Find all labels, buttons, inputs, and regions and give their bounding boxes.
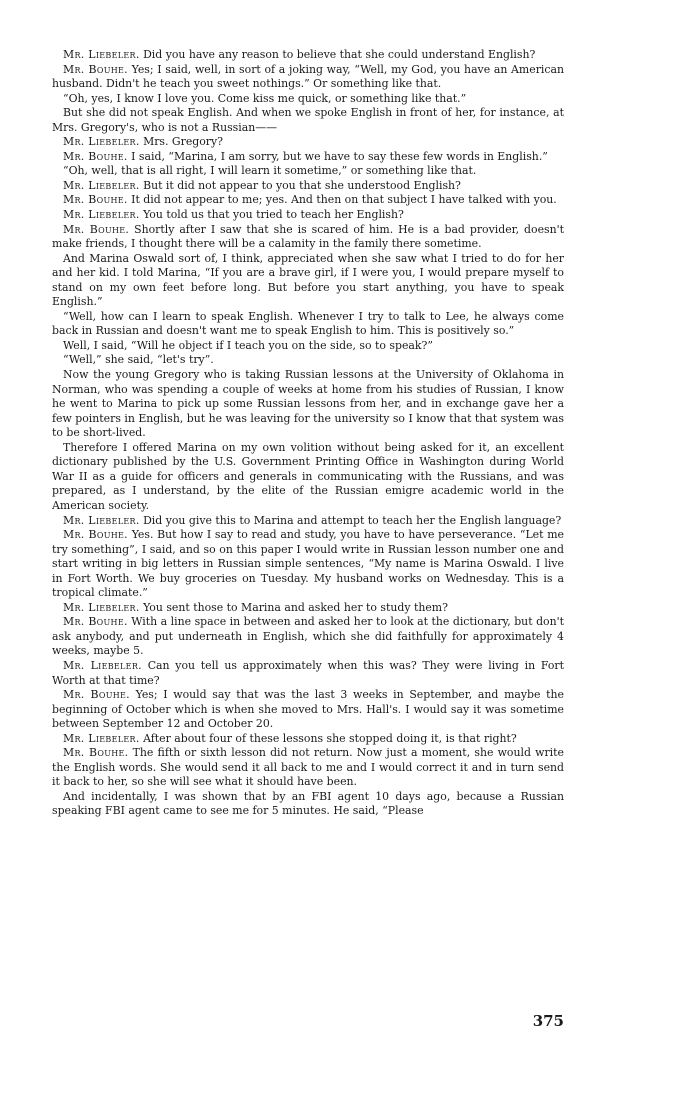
- paragraph-text: Therefore I offered Marina on my own volition without being asked for it, an excellent dictionary published by the U.S. Government Printing Office in Washington during World War II as a guide for officers and generals in communicating with the Russians, and was prepared, as I understand, by the elite of the Russian emigre academic world in the American society.: [52, 440, 564, 512]
- paragraph: [52, 514, 564, 529]
- paragraph: [52, 310, 564, 339]
- paragraph-text: But she did not speak English. And when we spoke English in front of her, for instance, at Mrs. Gregory's, who is not a Russian——: [52, 106, 564, 134]
- paragraph-text: After about four of these lessons she stopped doing it, is that right?: [143, 731, 517, 745]
- speaker-label: Mr. Bouhe.: [63, 193, 128, 207]
- paragraph-text: Mrs. Gregory?: [143, 135, 224, 149]
- paragraph: [52, 106, 564, 135]
- speaker-label: Mr. Liebeler.: [63, 208, 140, 222]
- paragraph-text: “Well, how can I learn to speak English. Whenever I try to talk to Lee, he always come back in Russian and doesn't want me to speak English to him. This is positively so.”: [52, 309, 564, 338]
- paragraph-text: Did you give this to Marina and attempt to teach her the English language?: [143, 513, 562, 527]
- speaker-label: Mr. Bouhe.: [63, 62, 128, 76]
- speaker-label: Mr. Bouhe.: [63, 615, 128, 629]
- paragraph-text: Now the young Gregory who is taking Russian lessons at the University of Oklahoma in Norman, who was spending a couple of weeks at home from his studies of Russian, I know he went to Marina to pick up some Russian lessons from her, and in exchange gave her a few pointers in English, but he was leaving for the university so I know that that system was to be short-lived.: [52, 368, 564, 440]
- speaker-label: Mr. Bouhe.: [63, 746, 129, 760]
- paragraph: [52, 790, 564, 819]
- paragraph-text: And Marina Oswald sort of, I think, appreciated when she saw what I tried to do for her and her kid. I told Marina, “If you are a brave girl, if I were you, I would prepare myself to stand on my own feet before long. But before you start anything, you have to speak English.”: [52, 251, 564, 309]
- speaker-label: Mr. Bouhe.: [63, 222, 130, 236]
- paragraph: [52, 339, 564, 354]
- paragraph-text: You told us that you tried to teach her English?: [143, 208, 404, 222]
- paragraph: [52, 193, 564, 208]
- speaker-label: Mr. Liebeler.: [63, 513, 140, 527]
- paragraph-text: “Well,” she said, “let's try”.: [63, 353, 214, 367]
- paragraph: [52, 63, 564, 92]
- speaker-label: Mr. Liebeler.: [63, 48, 140, 61]
- paragraph: [52, 732, 564, 747]
- paragraph-text: Yes. But how I say to read and study, you have to have perseverance. “Let me try something”, I said, and so on this paper I would write in Russian lesson number one and start writing in big letters in Russian simple sentences, “My name is Marina Oswald. I live in Fort Worth. We buy groceries on Tuesday. My husband works on Wednesday. This is a tropical climate.”: [52, 528, 564, 600]
- document-body: [52, 48, 564, 819]
- paragraph-text: I said, “Marina, I am sorry, but we have to say these few words in English.”: [131, 149, 548, 163]
- speaker-label: Mr. Liebeler.: [63, 658, 142, 672]
- paragraph: [52, 48, 564, 63]
- paragraph-text: The fifth or sixth lesson did not return. Now just a moment, she would write the English words. She would send it all back to me and I would correct it and in turn send it back to her, so she will see what it should have been.: [52, 746, 564, 789]
- paragraph-text: “Oh, yes, I know I love you. Come kiss me quick, or something like that.”: [63, 91, 467, 105]
- paragraph: [52, 528, 564, 601]
- paragraph: [52, 368, 564, 441]
- paragraph: [52, 441, 564, 514]
- paragraph: [52, 223, 564, 252]
- paragraph-text: Yes; I would say that was the last 3 weeks in September, and maybe the beginning of October which is when she moved to Mrs. Hall's. I would say it was sometime between September 12 and October 20.: [52, 688, 565, 731]
- speaker-label: Mr. Liebeler.: [63, 135, 140, 149]
- paragraph-text: Can you tell us approximately when this was? They were living in Fort Worth at that time?: [52, 658, 564, 687]
- speaker-label: Mr. Bouhe.: [63, 528, 128, 542]
- paragraph: [52, 208, 564, 223]
- paragraph-text: “Oh, well, that is all right, I will learn it sometime,” or something like that.: [63, 164, 477, 178]
- paragraph: [52, 179, 564, 194]
- paragraph-text: It did not appear to me; yes. And then on that subject I have talked with you.: [131, 193, 557, 207]
- paragraph-text: Did you have any reason to believe that she could understand English?: [143, 48, 536, 61]
- paragraph: [52, 353, 564, 368]
- speaker-label: Mr. Liebeler.: [63, 600, 140, 614]
- page-number: 375: [532, 1012, 564, 1030]
- paragraph-text: You sent those to Marina and asked her to study them?: [143, 600, 448, 614]
- paragraph-text: Shortly after I saw that she is scared of him. He is a bad provider, doesn't make friends, I thought there will be a calamity in the family there sometime.: [52, 222, 565, 251]
- paragraph: [52, 252, 564, 310]
- paragraph: [52, 746, 564, 790]
- paragraph: [52, 601, 564, 616]
- paragraph: [52, 659, 564, 688]
- paragraph: [52, 615, 564, 659]
- paragraph-text: With a line space in between and asked her to look at the dictionary, but don't ask anybody, and put underneath in English, which she did faithfully for approximately 4 weeks, maybe 5.: [52, 615, 564, 658]
- speaker-label: Mr. Liebeler.: [63, 178, 140, 192]
- paragraph: [52, 164, 564, 179]
- paragraph: [52, 688, 564, 732]
- paragraph-text: Yes; I said, well, in sort of a joking way, “Well, my God, you have an American husband. Didn't he teach you sweet nothings.” Or something like that.: [52, 62, 564, 91]
- paragraph-text: Well, I said, “Will he object if I teach you on the side, so to speak?”: [63, 338, 433, 352]
- paragraph-text: But it did not appear to you that she understood English?: [143, 178, 461, 192]
- paragraph: [52, 92, 564, 107]
- speaker-label: Mr. Bouhe.: [63, 149, 128, 163]
- speaker-label: Mr. Liebeler.: [63, 731, 140, 745]
- paragraph: [52, 150, 564, 165]
- speaker-label: Mr. Bouhe.: [63, 688, 130, 702]
- paragraph-text: And incidentally, I was shown that by an FBI agent 10 days ago, because a Russian speaking FBI agent came to see me for 5 minutes. He said, “Please: [52, 789, 564, 818]
- paragraph: [52, 135, 564, 150]
